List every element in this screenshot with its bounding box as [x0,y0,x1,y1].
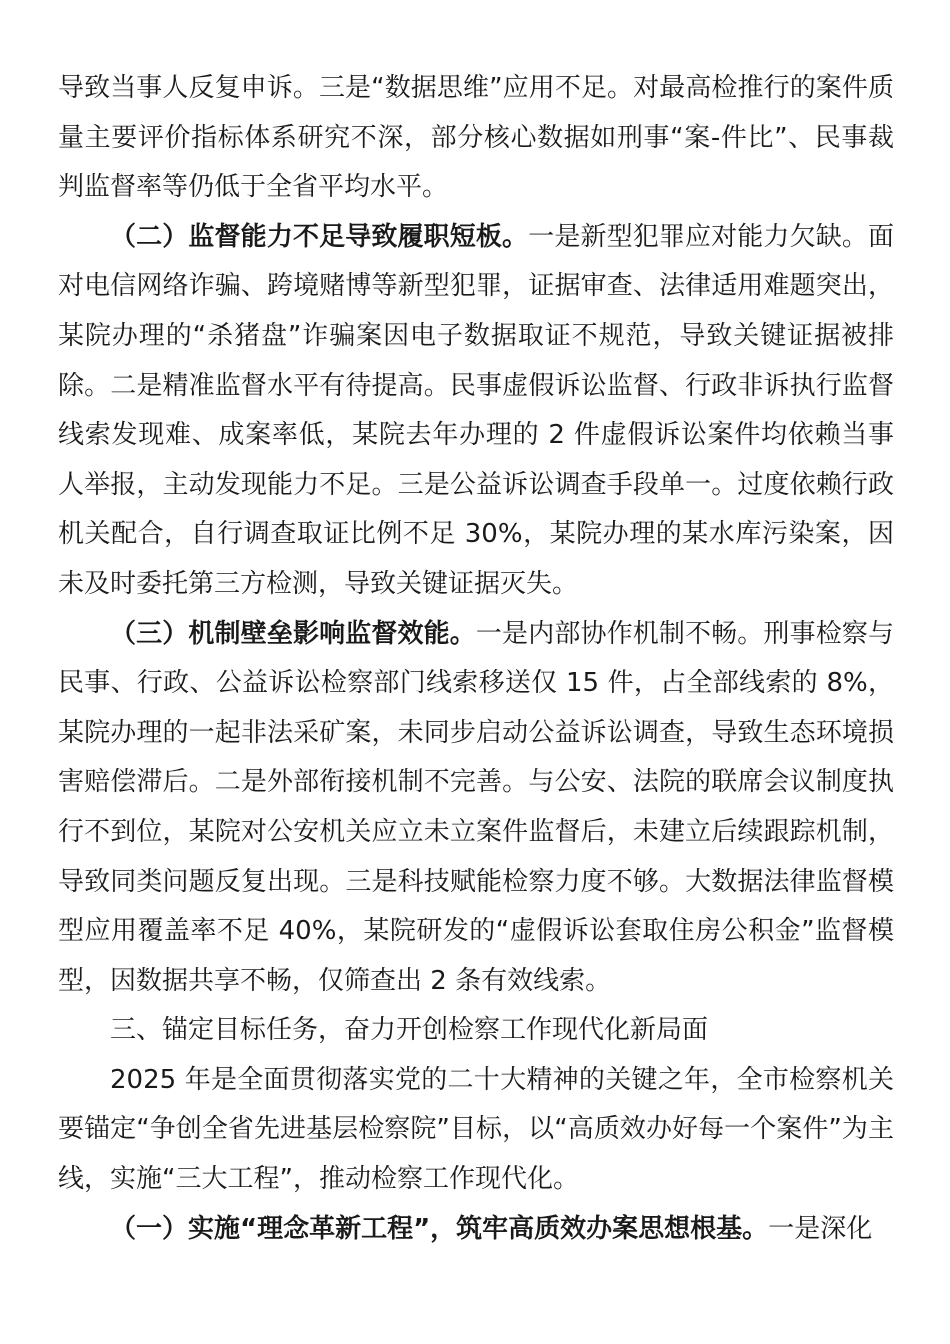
paragraph-4-text: 2025 年是全面贯彻落实党的二十大精神的关键之年，全市检察机关要锚定“争创全省先进基层检察院”目标，以“高质效办好每一个案件”为主线，实施“三大工程”，推动检察工作现代化。 [58,1064,894,1195]
paragraph-2-text: 一是新型犯罪应对能力欠缺。面对电信网络诈骗、跨境赌博等新型犯罪，证据审查、法律适用难题突出，某院办理的“杀猪盘”诈骗案因电子数据取证不规范，导致关键证据被排除。二是精准监督水平有待提高。民事虚假诉讼监督、行政非诉执行监督线索发现难、成案率低，某院去年办理的 2 件虚假诉讼案件均依赖当事人举报，主动发现能力不足。三是公益诉讼调查手段单一。过度依赖行政机关配合，自行调查取证比例不足 30%，某院办理的某水库污染案，因未及时委托第三方检测，导致关键证据灭失。 [58,221,894,599]
paragraph-3-text: 一是内部协作机制不畅。刑事检察与民事、行政、公益诉讼检察部门线索移送仅 15 件，占全部线索的 8%，某院办理的一起非法采矿案，未同步启动公益诉讼调查，导致生态环境损害赔偿滞后。二是外部衔接机制不完善。与公安、法院的联席会议制度执行不到位，某院对公安机关应立未立案件监督后，未建立后续跟踪机制，导致同类问题反复出现。三是科技赋能检察力度不够。大数据法律监督模型应用覆盖率不足 40%，某院研发的“虚假诉讼套取住房公积金”监督模型，因数据共享不畅，仅筛查出 2 条有效线索。 [58,618,894,996]
paragraph-1-text: 导致当事人反复申诉。三是“数据思维”应用不足。对最高检推行的案件质量主要评价指标体系研究不深，部分核心数据如刑事“案-件比”、民事裁判监督率等仍低于全省平均水平。 [58,73,894,203]
paragraph-3-heading: （三）机制壁垒影响监督效能。 [110,618,476,649]
paragraph-5-heading: （一）实施“理念革新工程”，筑牢高质效办案思想根基。 [110,1213,769,1244]
paragraph-5-text: 一是深化 [768,1213,873,1244]
section-3-title: 三、锚定目标任务，奋力开创检察工作现代化新局面 [110,1015,709,1046]
paragraph-1 [58,64,894,213]
paragraph-2 [58,213,894,610]
paragraph-5 [58,1205,894,1255]
paragraph-4 [58,1056,894,1205]
document-page [58,64,894,1254]
paragraph-3 [58,610,894,1007]
paragraph-2-heading: （二）监督能力不足导致履职短板。 [110,221,529,252]
